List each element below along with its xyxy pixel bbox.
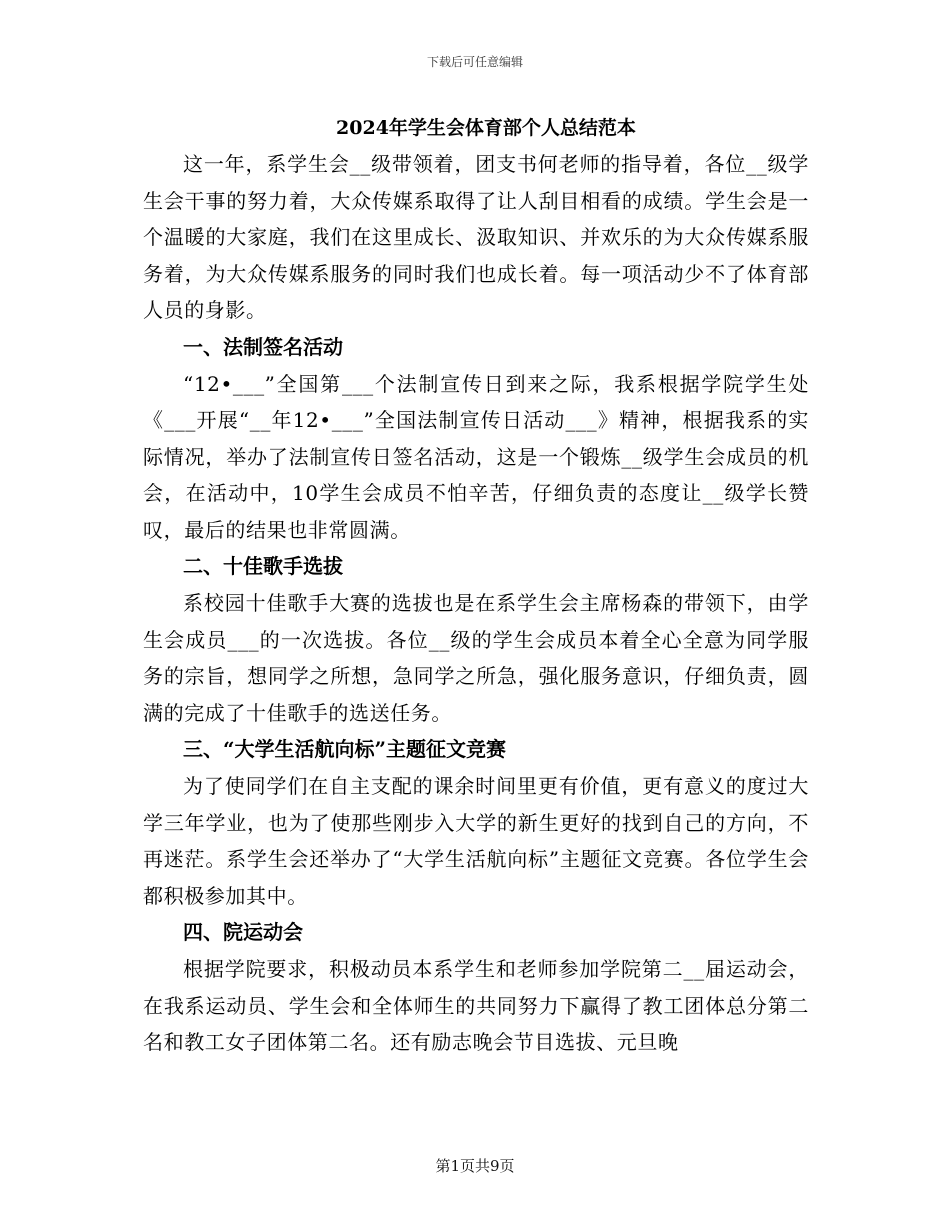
page-footer: 第1页共9页 bbox=[435, 1157, 515, 1175]
section-heading-legal-signature: 一、法制签名活动 bbox=[183, 334, 343, 359]
section-heading-essay-contest: 三、“大学生活航向标”主题征文竞赛 bbox=[183, 737, 507, 761]
page-header: 下载后可任意编辑 bbox=[426, 55, 523, 69]
document-body bbox=[143, 110, 809, 1061]
document-title: 2024年学生会体育部个人总结范本 bbox=[336, 117, 636, 139]
section-heading-top-singers: 二、十佳歌手选拔 bbox=[183, 554, 343, 578]
section-paragraph-top-singers: 系校园十佳歌手大赛的选拔也是在系学生会主席杨森的带领下，由学生会成员___的一次选拔。各位__级的学生会成员本着全心全意为同学服务的宗旨，想同学之所想，急同学之所急，强化服务意识，仔细负责，圆满的完成了十佳歌手的选送任务。 bbox=[143, 591, 809, 725]
section-paragraph-legal-signature: “12•___”全国第___个法制宣传日到来之际，我系根据学院学生处《___开展“__年12•___”全国法制宣传日活动___》精神，根据我系的实际情况，举办了法制宣传日签名活动，这是一个锻炼__级学生会成员的机会，在活动中，10学生会成员不怕辛苦，仔细负责的态度让__级学长赞叹，最后的结果也非常圆满。 bbox=[143, 371, 809, 542]
section-paragraph-sports-meet: 根据学院要求，积极动员本系学生和老师参加学院第二__届运动会，在我系运动员、学生会和全体师生的共同努力下赢得了教工团体总分第二名和教工女子团体第二名。还有励志晚会节目选拔、元旦晚 bbox=[143, 957, 809, 1054]
section-heading-sports-meet: 四、院运动会 bbox=[183, 920, 303, 944]
intro-paragraph: 这一年，系学生会__级带领着，团支书何老师的指导着，各位__级学生会干事的努力着，大众传媒系取得了让人刮目相看的成绩。学生会是一个温暖的大家庭，我们在这里成长、汲取知识、并欢乐的为大众传媒系服务着，为大众传媒系服务的同时我们也成长着。每一项活动少不了体育部人员的身影。 bbox=[143, 152, 809, 322]
section-paragraph-essay-contest: 为了使同学们在自主支配的课余时间里更有价值，更有意义的度过大学三年学业，也为了使那些刚步入大学的新生更好的找到自己的方向，不再迷茫。系学生会还举办了“大学生活航向标”主题征文竞赛。各位学生会都积极参加其中。 bbox=[143, 774, 809, 908]
